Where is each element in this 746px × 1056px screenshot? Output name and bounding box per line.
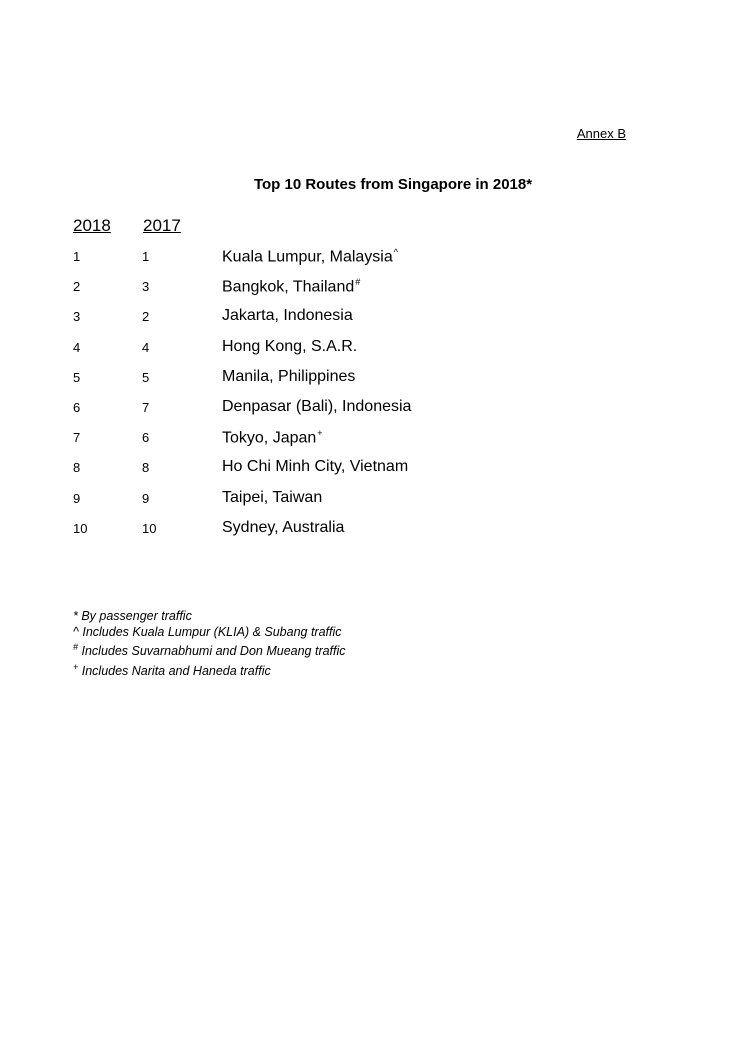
table-row [0, 276, 746, 306]
route-text: Kuala Lumpur, Malaysia [222, 248, 393, 266]
footnote-text: Includes Suvarnabhumi and Don Mueang traffic [78, 644, 346, 659]
annex-label: Annex B [576, 126, 626, 141]
route-name [222, 428, 323, 447]
route-name [222, 458, 408, 476]
footnotes [73, 609, 346, 679]
table-row [0, 457, 746, 487]
header-2018: 2018 [73, 216, 111, 235]
route-name [222, 368, 355, 386]
rank-2018: 8 [73, 460, 81, 476]
footnote-mark: + [317, 428, 323, 439]
route-name [222, 398, 411, 416]
page-title: Top 10 Routes from Singapore in 2018* [253, 176, 533, 193]
rank-2017: 7 [142, 399, 150, 415]
rank-2017: 4 [142, 339, 150, 355]
route-text: Hong Kong, S.A.R. [222, 337, 358, 355]
routes-table [0, 246, 746, 548]
rank-2018: 4 [73, 339, 81, 355]
rank-2017: 5 [142, 369, 150, 385]
route-name [222, 247, 398, 266]
rank-2017: 10 [142, 520, 157, 536]
rank-2017: 3 [142, 279, 150, 295]
footnote-text: Includes Kuala Lumpur (KLIA) & Subang traffic [78, 624, 342, 639]
footnote-symbol: ^ [73, 624, 79, 639]
footnote-symbol: # [73, 642, 79, 652]
table-row [0, 306, 746, 336]
footnote-line [73, 640, 346, 660]
rank-2018: 10 [73, 520, 88, 536]
table-row [0, 367, 746, 397]
rank-2017: 2 [142, 309, 150, 325]
route-name [222, 307, 353, 325]
route-text: Manila, Philippines [222, 367, 356, 385]
rank-2018: 9 [73, 490, 81, 506]
route-text: Ho Chi Minh City, Vietnam [222, 458, 409, 476]
rank-2018: 5 [73, 369, 81, 385]
footnote-mark: ^ [393, 247, 398, 257]
route-text: Taipei, Taiwan [222, 488, 323, 506]
table-row [0, 488, 746, 518]
rank-2017: 1 [142, 249, 150, 264]
route-name [222, 489, 322, 507]
footnote-text: By passenger traffic [77, 609, 192, 623]
table-row [0, 337, 746, 367]
route-name [222, 519, 344, 537]
rank-2017: 9 [142, 490, 150, 506]
rank-2018: 3 [73, 309, 81, 325]
footnote-text: Includes Narita and Haneda traffic [78, 663, 271, 678]
table-row [0, 427, 746, 457]
footnote-line [73, 660, 346, 680]
footnote-line [73, 625, 346, 641]
rank-2018: 6 [73, 399, 81, 415]
table-row [0, 518, 746, 548]
rank-2018: 2 [73, 279, 81, 295]
rank-2017: 6 [142, 430, 150, 446]
table-row [0, 397, 746, 427]
footnote-symbol: + [73, 661, 79, 672]
route-text: Sydney, Australia [222, 518, 345, 536]
route-text: Jakarta, Indonesia [222, 307, 353, 325]
route-text: Tokyo, Japan [222, 429, 317, 447]
route-text: Bangkok, Thailand [222, 278, 355, 296]
header-2017: 2017 [143, 216, 181, 235]
rank-2017: 8 [142, 460, 150, 476]
route-name [222, 277, 360, 296]
footnote-mark: # [355, 277, 361, 288]
footnote-symbol: * [73, 609, 78, 623]
rank-2018: 1 [73, 249, 81, 264]
table-row [0, 246, 746, 276]
rank-2018: 7 [73, 430, 81, 446]
route-name [222, 338, 357, 356]
footnote-line [73, 609, 346, 625]
route-text: Denpasar (Bali), Indonesia [222, 397, 412, 415]
